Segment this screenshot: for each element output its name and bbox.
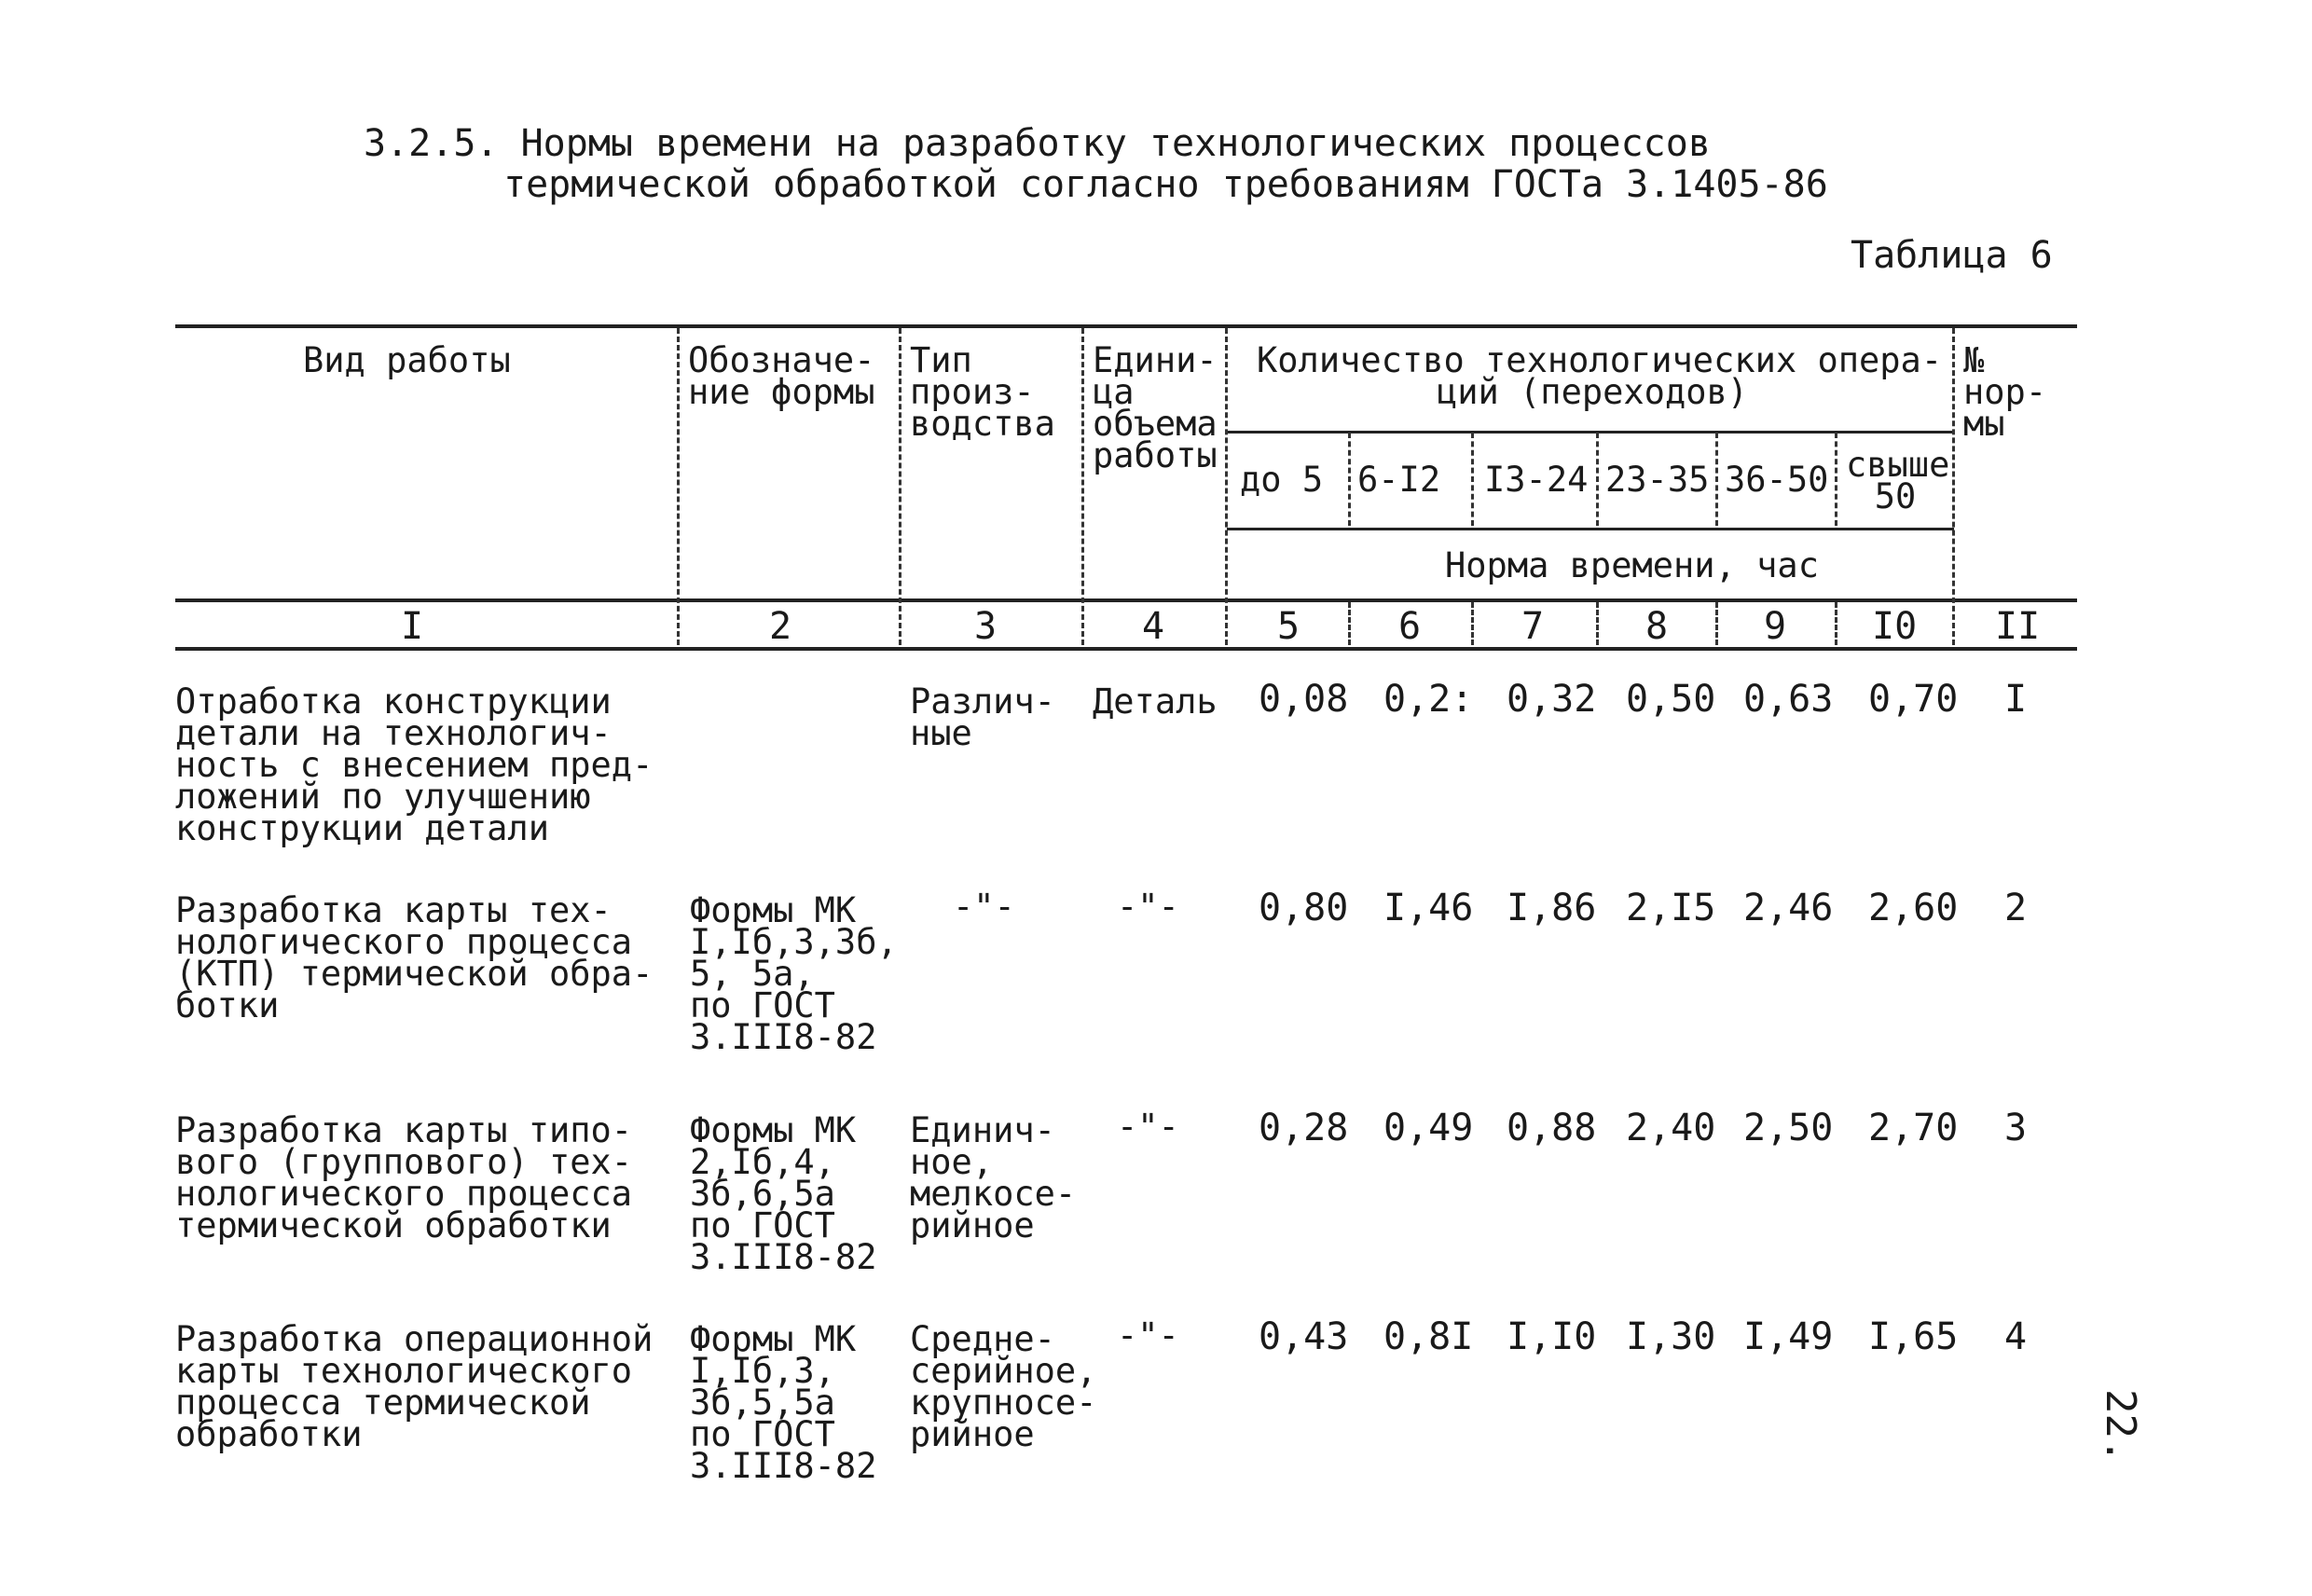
column-number: 2 xyxy=(769,605,792,648)
row1-value-3: 0,32 xyxy=(1507,678,1597,721)
column-number: 5 xyxy=(1277,605,1300,648)
group-divider-rule xyxy=(1227,431,1954,433)
row3-form: Формы МК 2,Iб,4, 3б,6,5а по ГОСТ 3.III8-82 xyxy=(690,1110,877,1277)
row2-value-3: I,86 xyxy=(1507,887,1597,929)
column-number: II xyxy=(1995,605,2041,648)
row2-form: Формы МК I,Iб,3,3б, 5, 5а, по ГОСТ 3.III8-82 xyxy=(690,890,898,1057)
row2-unit: -"- xyxy=(1117,887,1179,927)
row3-value-1: 0,28 xyxy=(1259,1107,1349,1149)
col-separator xyxy=(1471,602,1474,645)
column-number: 8 xyxy=(1645,605,1669,648)
row4-value-6: I,65 xyxy=(1868,1315,1959,1358)
row3-work-type: Разработка карты типо- вого (группового) тех- нологического процесса термической обработки xyxy=(175,1110,633,1245)
header-range-5: 36-50 xyxy=(1725,460,1829,500)
header-range-6: свыше 50 xyxy=(1846,445,1950,516)
column-number: 4 xyxy=(1142,605,1165,648)
table-label: Таблица 6 xyxy=(1851,234,2053,277)
row1-unit: Деталь xyxy=(1093,681,1218,722)
row1-norm-number: I xyxy=(2004,678,2028,721)
col-separator xyxy=(1081,328,1084,645)
row4-value-1: 0,43 xyxy=(1259,1315,1349,1358)
row2-value-4: 2,I5 xyxy=(1626,887,1716,929)
header-bottom-rule xyxy=(175,598,2077,602)
column-number: 3 xyxy=(974,605,998,648)
row4-work-type: Разработка операционной карты технологического процесса термической обработки xyxy=(175,1319,654,1454)
row1-value-1: 0,08 xyxy=(1259,678,1349,721)
header-range-4: 23-35 xyxy=(1605,460,1710,500)
row3-value-5: 2,50 xyxy=(1743,1107,1834,1149)
row1-work-type: Отработка конструкции детали на технологич- ность с внесением пред- ложений по улучшению конструкции детали xyxy=(175,681,654,848)
row3-value-6: 2,70 xyxy=(1868,1107,1959,1149)
column-number: I0 xyxy=(1872,605,1918,648)
header-production-type: Тип произ- водства xyxy=(910,340,1055,444)
row2-value-5: 2,46 xyxy=(1743,887,1834,929)
column-numbers-rule xyxy=(175,647,2077,651)
column-number: I xyxy=(401,605,424,648)
row2-value-2: I,46 xyxy=(1383,887,1474,929)
row4-unit: -"- xyxy=(1117,1315,1179,1355)
col-separator xyxy=(1835,602,1837,645)
col-separator xyxy=(1596,602,1599,645)
row3-unit: -"- xyxy=(1117,1107,1179,1147)
header-range-1: до 5 xyxy=(1240,460,1324,500)
row1-production: Различ- ные xyxy=(910,681,1055,753)
col-separator xyxy=(899,328,901,645)
row4-value-5: I,49 xyxy=(1743,1315,1834,1358)
page-number: 22. xyxy=(2097,1389,2144,1464)
header-norm-number: № нор- мы xyxy=(1963,340,2047,444)
row2-value-1: 0,80 xyxy=(1259,887,1349,929)
col-separator xyxy=(1348,602,1351,645)
header-operations-count: Количество технологических опера- ций (переходов) xyxy=(1257,340,1943,412)
col-separator xyxy=(1715,602,1718,645)
row2-value-6: 2,60 xyxy=(1868,887,1959,929)
row4-value-4: I,30 xyxy=(1626,1315,1716,1358)
row1-value-5: 0,63 xyxy=(1743,678,1834,721)
row1-value-6: 0,70 xyxy=(1868,678,1959,721)
col-separator xyxy=(1596,433,1599,526)
row3-value-3: 0,88 xyxy=(1507,1107,1597,1149)
row3-value-2: 0,49 xyxy=(1383,1107,1474,1149)
row3-value-4: 2,40 xyxy=(1626,1107,1716,1149)
section-heading-line1: 3.2.5. Нормы времени на разработку технологических процессов xyxy=(364,122,1711,165)
header-form-designation: Обозначе- ние формы xyxy=(688,340,875,412)
header-range-3: I3-24 xyxy=(1484,460,1589,500)
section-heading-line2: термической обработкой согласно требованиям ГОСТа 3.1405-86 xyxy=(503,163,1828,206)
row4-value-2: 0,8I xyxy=(1383,1315,1474,1358)
header-range-2: 6-I2 xyxy=(1357,460,1441,500)
table-top-rule xyxy=(175,324,2077,328)
row3-norm-number: 3 xyxy=(2004,1107,2028,1149)
header-norm-time: Норма времени, час xyxy=(1445,545,1819,585)
column-number: 9 xyxy=(1764,605,1787,648)
row2-norm-number: 2 xyxy=(2004,887,2028,929)
row4-production: Средне- серийное, крупносе- рийное xyxy=(910,1319,1097,1454)
ranges-divider-rule xyxy=(1227,528,1954,530)
col-separator xyxy=(1835,433,1837,526)
col-separator xyxy=(1471,433,1474,526)
header-work-type: Вид работы xyxy=(303,340,511,380)
row3-production: Единич- ное, мелкосе- рийное xyxy=(910,1110,1077,1245)
col-separator xyxy=(1715,433,1718,526)
row4-norm-number: 4 xyxy=(2004,1315,2028,1358)
row1-value-2: 0,2: xyxy=(1383,678,1474,721)
col-separator xyxy=(677,328,680,645)
col-separator xyxy=(1952,328,1955,645)
col-separator xyxy=(1225,328,1228,645)
column-number: 7 xyxy=(1521,605,1545,648)
row2-work-type: Разработка карты тех- нологического процесса (КТП) термической обра- ботки xyxy=(175,890,654,1025)
col-separator xyxy=(1348,433,1351,526)
row4-form: Формы МК I,Iб,3, 3б,5,5а по ГОСТ 3.III8-82 xyxy=(690,1319,877,1486)
row4-value-3: I,I0 xyxy=(1507,1315,1597,1358)
row2-production: -"- xyxy=(953,887,1015,927)
header-work-unit: Едини- ца объема работы xyxy=(1093,340,1218,475)
column-number: 6 xyxy=(1398,605,1422,648)
row1-value-4: 0,50 xyxy=(1626,678,1716,721)
